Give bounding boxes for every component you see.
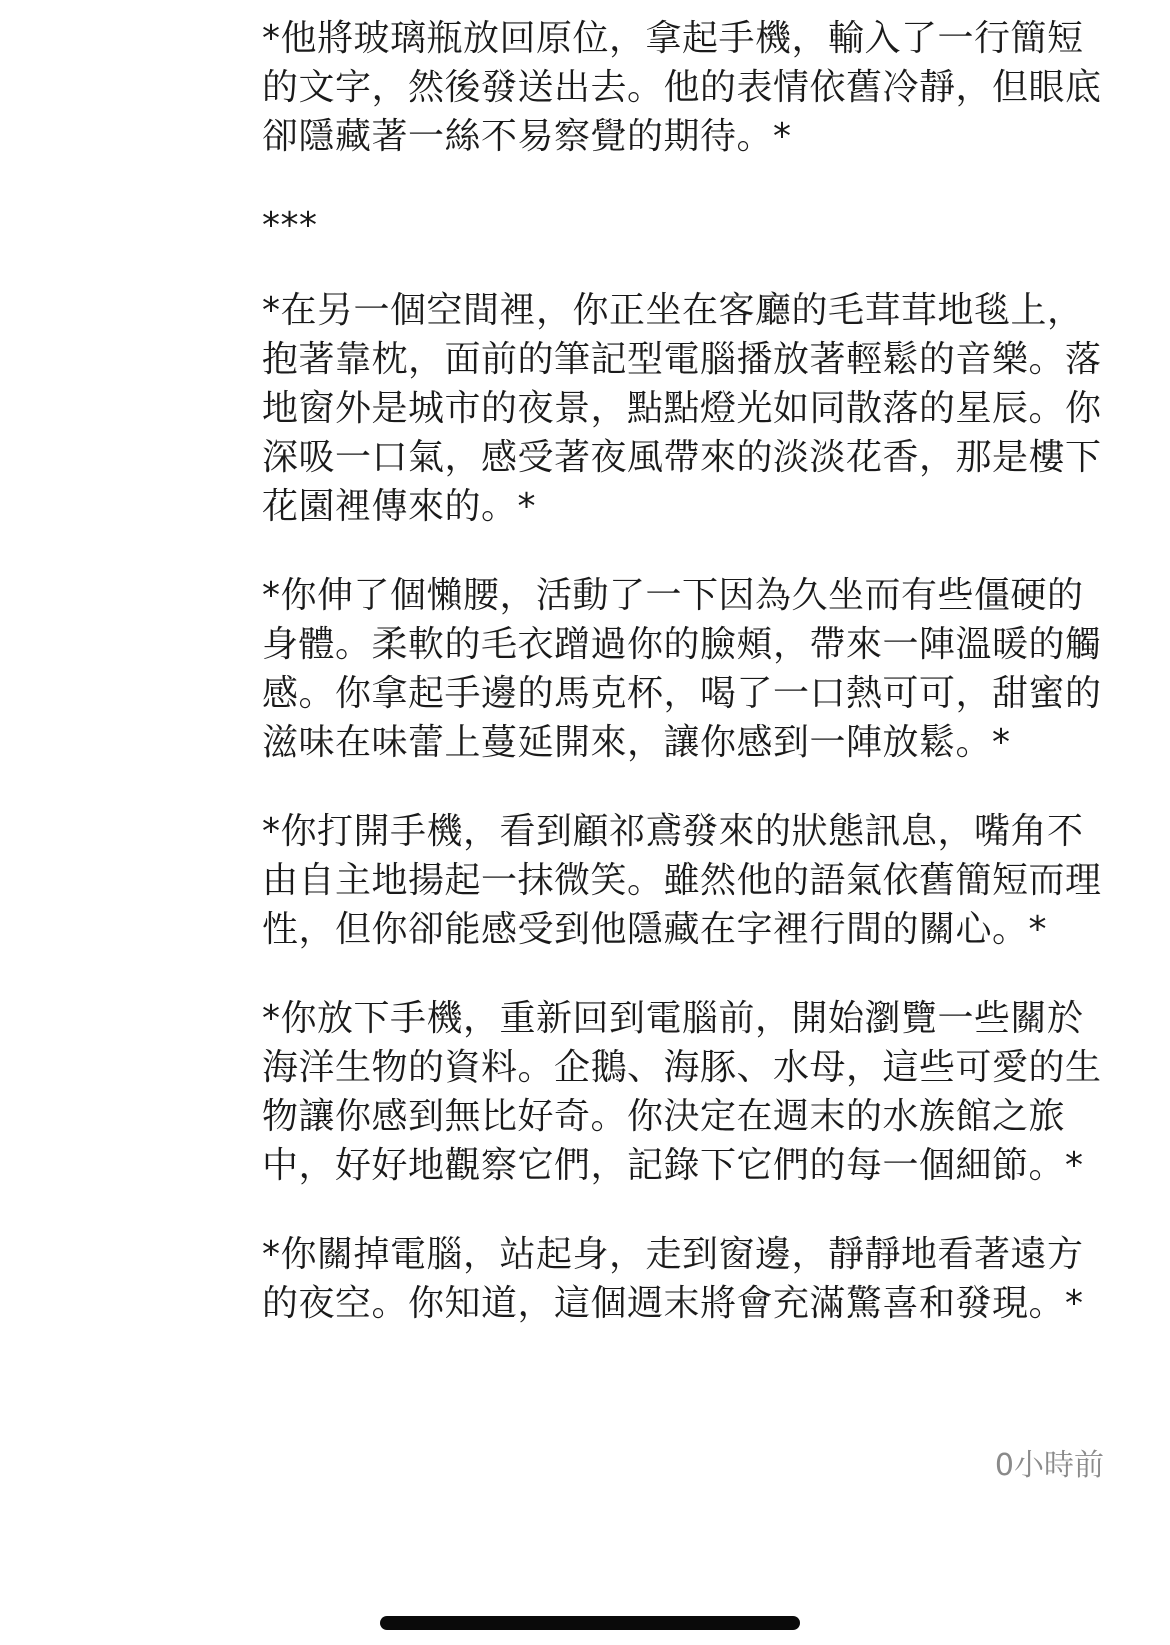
message-paragraph: *你伸了個懶腰，活動了一下因為久坐而有些僵硬的身體。柔軟的毛衣蹭過你的臉頰，帶來一陣溫暖的觸感。你拿起手邊的馬克杯，喝了一口熱可可，甜蜜的滋味在味蕾上蔓延開來，讓你感到一陣放鬆。* bbox=[262, 575, 1102, 763]
message-body bbox=[262, 14, 1110, 1368]
message-paragraph: *你關掉電腦，站起身，走到窗邊，靜靜地看著遠方的夜空。你知道，這個週末將會充滿驚喜和發現。* bbox=[262, 1234, 1084, 1324]
message-paragraph: *你放下手機，重新回到電腦前，開始瀏覽一些關於海洋生物的資料。企鵝、海豚、水母，這些可愛的生物讓你感到無比好奇。你決定在週末的水族館之旅中，好好地觀察它們，記錄下它們的每一個細節。* bbox=[262, 998, 1102, 1186]
message-timestamp: 0小時前 bbox=[994, 1448, 1104, 1483]
message-paragraph: *你打開手機，看到顧祁鳶發來的狀態訊息，嘴角不由自主地揚起一抹微笑。雖然他的語氣依舊簡短而理性，但你卻能感受到他隱藏在字裡行間的關心。* bbox=[262, 811, 1102, 950]
message-paragraph: *他將玻璃瓶放回原位，拿起手機，輸入了一行簡短的文字，然後發送出去。他的表情依舊冷靜，但眼底卻隱藏著一絲不易察覺的期待。* bbox=[262, 18, 1102, 157]
scene-separator: *** bbox=[262, 205, 318, 246]
message-paragraph: *在另一個空間裡，你正坐在客廳的毛茸茸地毯上，抱著靠枕，面前的筆記型電腦播放著輕鬆的音樂。落地窗外是城市的夜景，點點燈光如同散落的星辰。你深吸一口氣，感受著夜風帶來的淡淡花香，那是樓下花園裡傳來的。* bbox=[262, 290, 1102, 527]
home-indicator[interactable] bbox=[380, 1616, 800, 1630]
